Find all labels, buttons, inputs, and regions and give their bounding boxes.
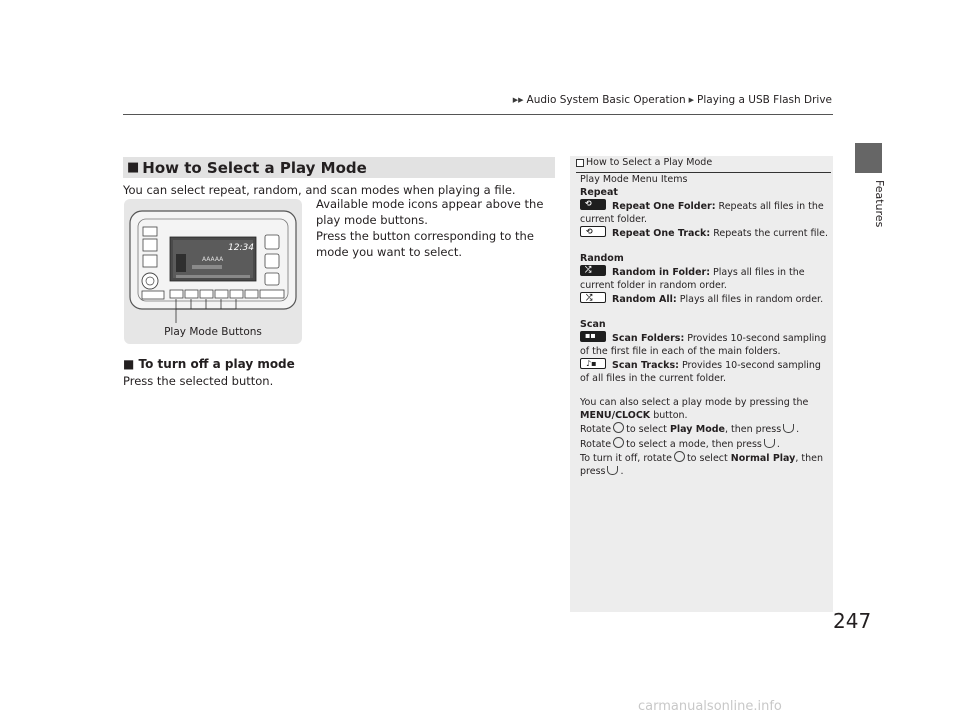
text-run: Rotate <box>580 438 612 450</box>
chapter-label: Features <box>873 180 886 228</box>
text-run: to select a mode, then press <box>626 438 762 450</box>
item-name: Scan Folders: <box>612 333 685 344</box>
text-run: Rotate <box>580 424 612 435</box>
repeat-track-icon: ⟲ <box>580 226 606 237</box>
list-item <box>580 358 828 385</box>
rotate-step-2: Rotate to select a mode, then press . <box>580 438 780 450</box>
press-knob-icon <box>607 466 618 475</box>
item-name: Scan Tracks: <box>612 360 679 371</box>
random-label: Random <box>580 252 624 264</box>
scan-folders-icon: ▪▪ <box>580 331 606 342</box>
item-desc: Provides 10-second sampling of all files in the current folder. <box>580 360 821 384</box>
repeat-label: Repeat <box>580 186 618 198</box>
text-run: , then press <box>580 453 824 477</box>
selector-knob-icon <box>674 451 685 462</box>
square-bullet-icon: ■ <box>123 357 135 371</box>
normal-play-name: Normal Play <box>730 453 796 464</box>
watermark: carmanualsonline.info <box>638 699 782 714</box>
item-desc: Repeats the current file. <box>713 228 829 239</box>
text-run: , then press <box>725 424 782 435</box>
audio-unit-drawing <box>124 199 302 344</box>
repeat-folder-icon: ⟲ <box>580 199 606 210</box>
list-item <box>580 199 828 226</box>
text-run: to select <box>626 424 667 435</box>
selector-knob-icon <box>613 422 624 433</box>
note-icon <box>576 159 584 167</box>
spacer <box>580 307 828 319</box>
square-bullet-icon: ■ <box>127 160 140 175</box>
menu-clock-button-name: MENU/CLOCK <box>580 409 651 421</box>
breadcrumb-arrow-icon: ▶▶ <box>512 96 524 104</box>
spacer <box>580 385 828 397</box>
item-desc: Provides 10-second sampling of the first file in each of the main folders. <box>580 333 827 357</box>
note-header <box>576 157 831 173</box>
item-desc: Plays all files in random order. <box>679 294 824 305</box>
text-run: to select <box>686 453 728 464</box>
random-folder-icon: ⤮ <box>580 265 606 276</box>
scan-tracks-icon: ♪▪ <box>580 358 606 369</box>
breadcrumb <box>513 94 832 106</box>
scan-label: Scan <box>580 318 606 330</box>
item-desc: Repeats all files in the current folder. <box>580 201 824 225</box>
breadcrumb-item[interactable]: Audio System Basic Operation <box>526 94 686 106</box>
chapter-tab[interactable] <box>855 143 882 173</box>
screen-track: AAAAA <box>202 256 224 263</box>
note-title: How to Select a Play Mode <box>586 157 713 168</box>
subheading <box>123 357 295 371</box>
turnoff-step: To turn it off, rotate to select Normal Play, then press . <box>580 453 824 477</box>
header-divider <box>123 114 833 115</box>
note-body <box>580 174 828 478</box>
item-desc: Plays all files in the current folder in random order. <box>580 267 805 291</box>
play-mode-name: Play Mode <box>669 424 725 435</box>
subheading-body: Press the selected button. <box>123 374 274 388</box>
breadcrumb-item[interactable]: Playing a USB Flash Drive <box>697 94 832 106</box>
breadcrumb-arrow-icon: ▶ <box>688 96 695 104</box>
selector-knob-icon <box>613 437 624 448</box>
mode-description <box>316 196 556 260</box>
also-text <box>580 397 828 422</box>
item-name: Repeat One Folder: <box>612 201 716 212</box>
menu-heading: Play Mode Menu Items <box>580 174 688 185</box>
intro-text: You can select repeat, random, and scan modes when playing a file. <box>123 183 516 197</box>
text-run: To turn it off, rotate <box>580 453 672 464</box>
desc-line: Press the button corresponding to the mode you want to select. <box>316 229 534 259</box>
screen-clock: 12:34 <box>228 243 254 253</box>
item-name: Random All: <box>612 294 677 305</box>
list-item <box>580 265 828 292</box>
section-heading <box>123 157 555 178</box>
list-item <box>580 292 828 307</box>
spacer <box>580 241 828 253</box>
text-run: You can also select a play mode by pressing the <box>580 397 809 408</box>
section-title: How to Select a Play Mode <box>142 158 367 177</box>
press-knob-icon <box>783 424 794 433</box>
item-name: Repeat One Track: <box>612 228 711 239</box>
figure-callout: Play Mode Buttons <box>164 326 262 338</box>
item-name: Random in Folder: <box>612 267 710 278</box>
page-number: 247 <box>833 609 872 633</box>
desc-line: Available mode icons appear above the play mode buttons. <box>316 197 544 227</box>
list-item <box>580 226 828 241</box>
random-all-icon: ⤮ <box>580 292 606 303</box>
side-note <box>570 156 833 612</box>
list-item <box>580 331 828 358</box>
audio-unit-illustration <box>124 199 302 344</box>
press-knob-icon <box>764 439 775 448</box>
subheading-text: To turn off a play mode <box>138 357 295 371</box>
rotate-step-1: Rotate to select Play Mode, then press . <box>580 424 800 435</box>
text-run: button. <box>653 409 688 421</box>
